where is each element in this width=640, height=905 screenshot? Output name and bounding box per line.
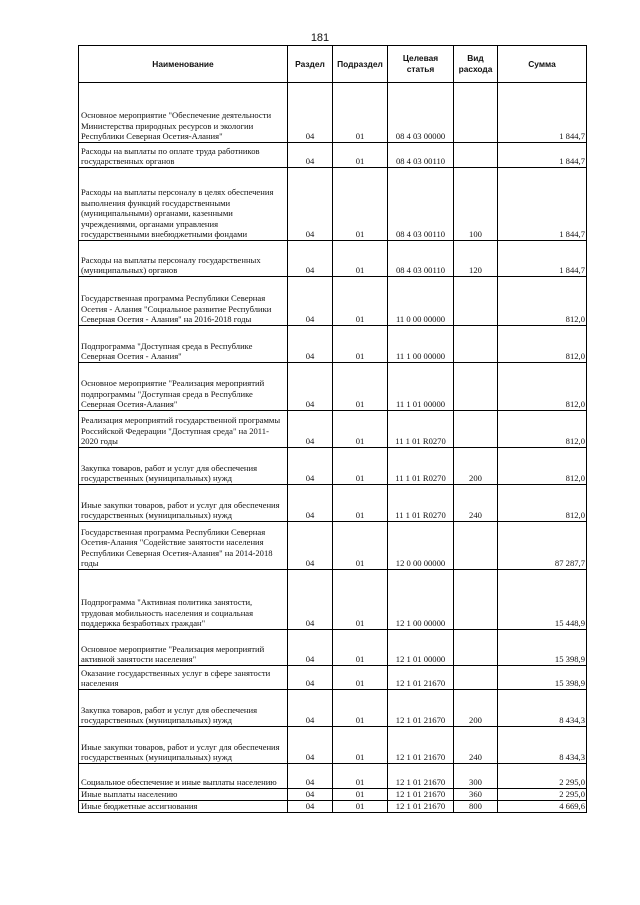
cell-subsection: 01 — [333, 241, 388, 277]
cell-section: 04 — [288, 168, 333, 241]
cell-sum: 812,0 — [498, 411, 587, 448]
cell-name: Основное мероприятие "Реализация мероприятий подпрограммы "Доступная среда в Республике Северная Осетия-Алания" — [79, 363, 288, 411]
cell-type: 200 — [454, 690, 498, 727]
cell-subsection: 01 — [333, 143, 388, 168]
cell-name: Расходы на выплаты персоналу в целях обеспечения выполнения функций государственными (муниципальными) органами, казенными учреждениями, органами управления государственными внебюджетными фондами — [79, 168, 288, 241]
cell-type: 240 — [454, 727, 498, 764]
cell-section: 04 — [288, 570, 333, 630]
table-row — [79, 241, 587, 277]
cell-sum: 812,0 — [498, 485, 587, 522]
cell-sum: 8 434,3 — [498, 690, 587, 727]
cell-article: 11 1 00 00000 — [388, 326, 454, 363]
cell-subsection: 01 — [333, 485, 388, 522]
cell-name: Расходы на выплаты по оплате труда работников государственных органов — [79, 143, 288, 168]
cell-sum: 15 398,9 — [498, 630, 587, 666]
cell-subsection: 01 — [333, 411, 388, 448]
cell-subsection: 01 — [333, 801, 388, 813]
cell-subsection: 01 — [333, 326, 388, 363]
cell-section: 04 — [288, 764, 333, 789]
cell-subsection: 01 — [333, 727, 388, 764]
cell-article: 11 1 01 R0270 — [388, 411, 454, 448]
cell-sum: 4 669,6 — [498, 801, 587, 813]
cell-subsection: 01 — [333, 363, 388, 411]
cell-type — [454, 326, 498, 363]
cell-type — [454, 83, 498, 143]
cell-type — [454, 277, 498, 326]
table-row — [79, 448, 587, 485]
cell-section: 04 — [288, 666, 333, 690]
cell-type: 240 — [454, 485, 498, 522]
table-row — [79, 666, 587, 690]
budget-table — [78, 45, 587, 813]
cell-section: 04 — [288, 411, 333, 448]
cell-sum: 812,0 — [498, 363, 587, 411]
cell-type — [454, 630, 498, 666]
header-section: Раздел — [288, 46, 333, 83]
cell-type: 120 — [454, 241, 498, 277]
cell-article: 12 1 01 21670 — [388, 764, 454, 789]
table-row — [79, 764, 587, 789]
cell-section: 04 — [288, 363, 333, 411]
cell-sum: 1 844,7 — [498, 143, 587, 168]
cell-article: 12 1 01 21670 — [388, 666, 454, 690]
table-row — [79, 570, 587, 630]
cell-article: 08 4 03 00110 — [388, 143, 454, 168]
cell-sum: 1 844,7 — [498, 83, 587, 143]
cell-type: 300 — [454, 764, 498, 789]
cell-section: 04 — [288, 801, 333, 813]
cell-subsection: 01 — [333, 690, 388, 727]
header-article: Целевая статья — [388, 46, 454, 83]
cell-name: Закупка товаров, работ и услуг для обеспечения государственных (муниципальных) нужд — [79, 690, 288, 727]
cell-section: 04 — [288, 83, 333, 143]
cell-sum: 2 295,0 — [498, 764, 587, 789]
cell-section: 04 — [288, 789, 333, 801]
table-row — [79, 789, 587, 801]
cell-name: Государственная программа Республики Северная Осетия - Алания "Социальное развитие Республики Северная Осетия - Алания" на 2016-2018 годы — [79, 277, 288, 326]
cell-sum: 8 434,3 — [498, 727, 587, 764]
cell-article: 11 1 01 00000 — [388, 363, 454, 411]
cell-article: 12 1 01 00000 — [388, 630, 454, 666]
table-row — [79, 485, 587, 522]
cell-sum: 87 287,7 — [498, 522, 587, 570]
cell-name: Закупка товаров, работ и услуг для обеспечения государственных (муниципальных) нужд — [79, 448, 288, 485]
cell-name: Иные выплаты населению — [79, 789, 288, 801]
cell-subsection: 01 — [333, 570, 388, 630]
table-row — [79, 326, 587, 363]
cell-name: Иные закупки товаров, работ и услуг для обеспечения государственных (муниципальных) нужд — [79, 727, 288, 764]
cell-subsection: 01 — [333, 666, 388, 690]
page-number: 181 — [310, 32, 330, 44]
cell-name: Основное мероприятие "Обеспечение деятельности Министерства природных ресурсов и экологии Республики Северная Осетия-Алания" — [79, 83, 288, 143]
cell-type — [454, 570, 498, 630]
cell-sum: 2 295,0 — [498, 789, 587, 801]
cell-section: 04 — [288, 727, 333, 764]
table-row — [79, 168, 587, 241]
cell-name: Оказание государственных услуг в сфере занятости населения — [79, 666, 288, 690]
cell-section: 04 — [288, 630, 333, 666]
cell-sum: 15 448,9 — [498, 570, 587, 630]
cell-article: 08 4 03 00000 — [388, 83, 454, 143]
cell-article: 12 1 01 21670 — [388, 789, 454, 801]
cell-type — [454, 522, 498, 570]
header-type: Вид расхода — [454, 46, 498, 83]
cell-subsection: 01 — [333, 630, 388, 666]
cell-subsection: 01 — [333, 448, 388, 485]
table-row — [79, 363, 587, 411]
cell-article: 11 0 00 00000 — [388, 277, 454, 326]
cell-article: 12 1 01 21670 — [388, 727, 454, 764]
cell-sum: 812,0 — [498, 326, 587, 363]
header-sum: Сумма — [498, 46, 587, 83]
cell-subsection: 01 — [333, 277, 388, 326]
cell-name: Иные закупки товаров, работ и услуг для обеспечения государственных (муниципальных) нужд — [79, 485, 288, 522]
cell-type: 360 — [454, 789, 498, 801]
cell-subsection: 01 — [333, 83, 388, 143]
cell-article: 12 1 01 21670 — [388, 801, 454, 813]
table-row — [79, 411, 587, 448]
header-name: Наименование — [79, 46, 288, 83]
cell-section: 04 — [288, 277, 333, 326]
cell-sum: 812,0 — [498, 448, 587, 485]
table-header-row — [79, 46, 587, 83]
cell-name: Реализация мероприятий государственной программы Российской Федерации "Доступная среда" на 2011-2020 годы — [79, 411, 288, 448]
table-row — [79, 801, 587, 813]
table-row — [79, 630, 587, 666]
table-row — [79, 143, 587, 168]
table-row — [79, 690, 587, 727]
header-subsection: Подраздел — [333, 46, 388, 83]
cell-subsection: 01 — [333, 168, 388, 241]
cell-sum: 812,0 — [498, 277, 587, 326]
cell-type: 100 — [454, 168, 498, 241]
cell-article: 12 1 00 00000 — [388, 570, 454, 630]
cell-article: 11 1 01 R0270 — [388, 485, 454, 522]
table-row — [79, 83, 587, 143]
cell-section: 04 — [288, 241, 333, 277]
table-row — [79, 727, 587, 764]
cell-section: 04 — [288, 143, 333, 168]
cell-subsection: 01 — [333, 522, 388, 570]
cell-type: 200 — [454, 448, 498, 485]
table-row — [79, 277, 587, 326]
cell-type — [454, 363, 498, 411]
cell-section: 04 — [288, 522, 333, 570]
cell-article: 11 1 01 R0270 — [388, 448, 454, 485]
cell-type — [454, 666, 498, 690]
cell-sum: 1 844,7 — [498, 168, 587, 241]
cell-name: Подпрограмма "Активная политика занятости, трудовая мобильность населения и социальная поддержка безработных граждан" — [79, 570, 288, 630]
cell-type: 800 — [454, 801, 498, 813]
table-row — [79, 522, 587, 570]
cell-name: Подпрограмма "Доступная среда в Республике Северная Осетия - Алания" — [79, 326, 288, 363]
cell-sum: 1 844,7 — [498, 241, 587, 277]
cell-section: 04 — [288, 485, 333, 522]
cell-article: 12 0 00 00000 — [388, 522, 454, 570]
cell-article: 12 1 01 21670 — [388, 690, 454, 727]
cell-subsection: 01 — [333, 764, 388, 789]
cell-article: 08 4 03 00110 — [388, 241, 454, 277]
cell-type — [454, 411, 498, 448]
cell-name: Расходы на выплаты персоналу государственных (муниципальных) органов — [79, 241, 288, 277]
cell-section: 04 — [288, 448, 333, 485]
cell-section: 04 — [288, 326, 333, 363]
cell-name: Иные бюджетные ассигнования — [79, 801, 288, 813]
cell-subsection: 01 — [333, 789, 388, 801]
cell-name: Социальное обеспечение и иные выплаты населению — [79, 764, 288, 789]
cell-name: Государственная программа Республики Северная Осетия-Алания "Содействие занятости населения Республики Северная Осетия-Алания" на 2014-2018 годы — [79, 522, 288, 570]
cell-article: 08 4 03 00110 — [388, 168, 454, 241]
cell-type — [454, 143, 498, 168]
cell-section: 04 — [288, 690, 333, 727]
cell-sum: 15 398,9 — [498, 666, 587, 690]
cell-name: Основное мероприятие "Реализация мероприятий активной занятости населения" — [79, 630, 288, 666]
